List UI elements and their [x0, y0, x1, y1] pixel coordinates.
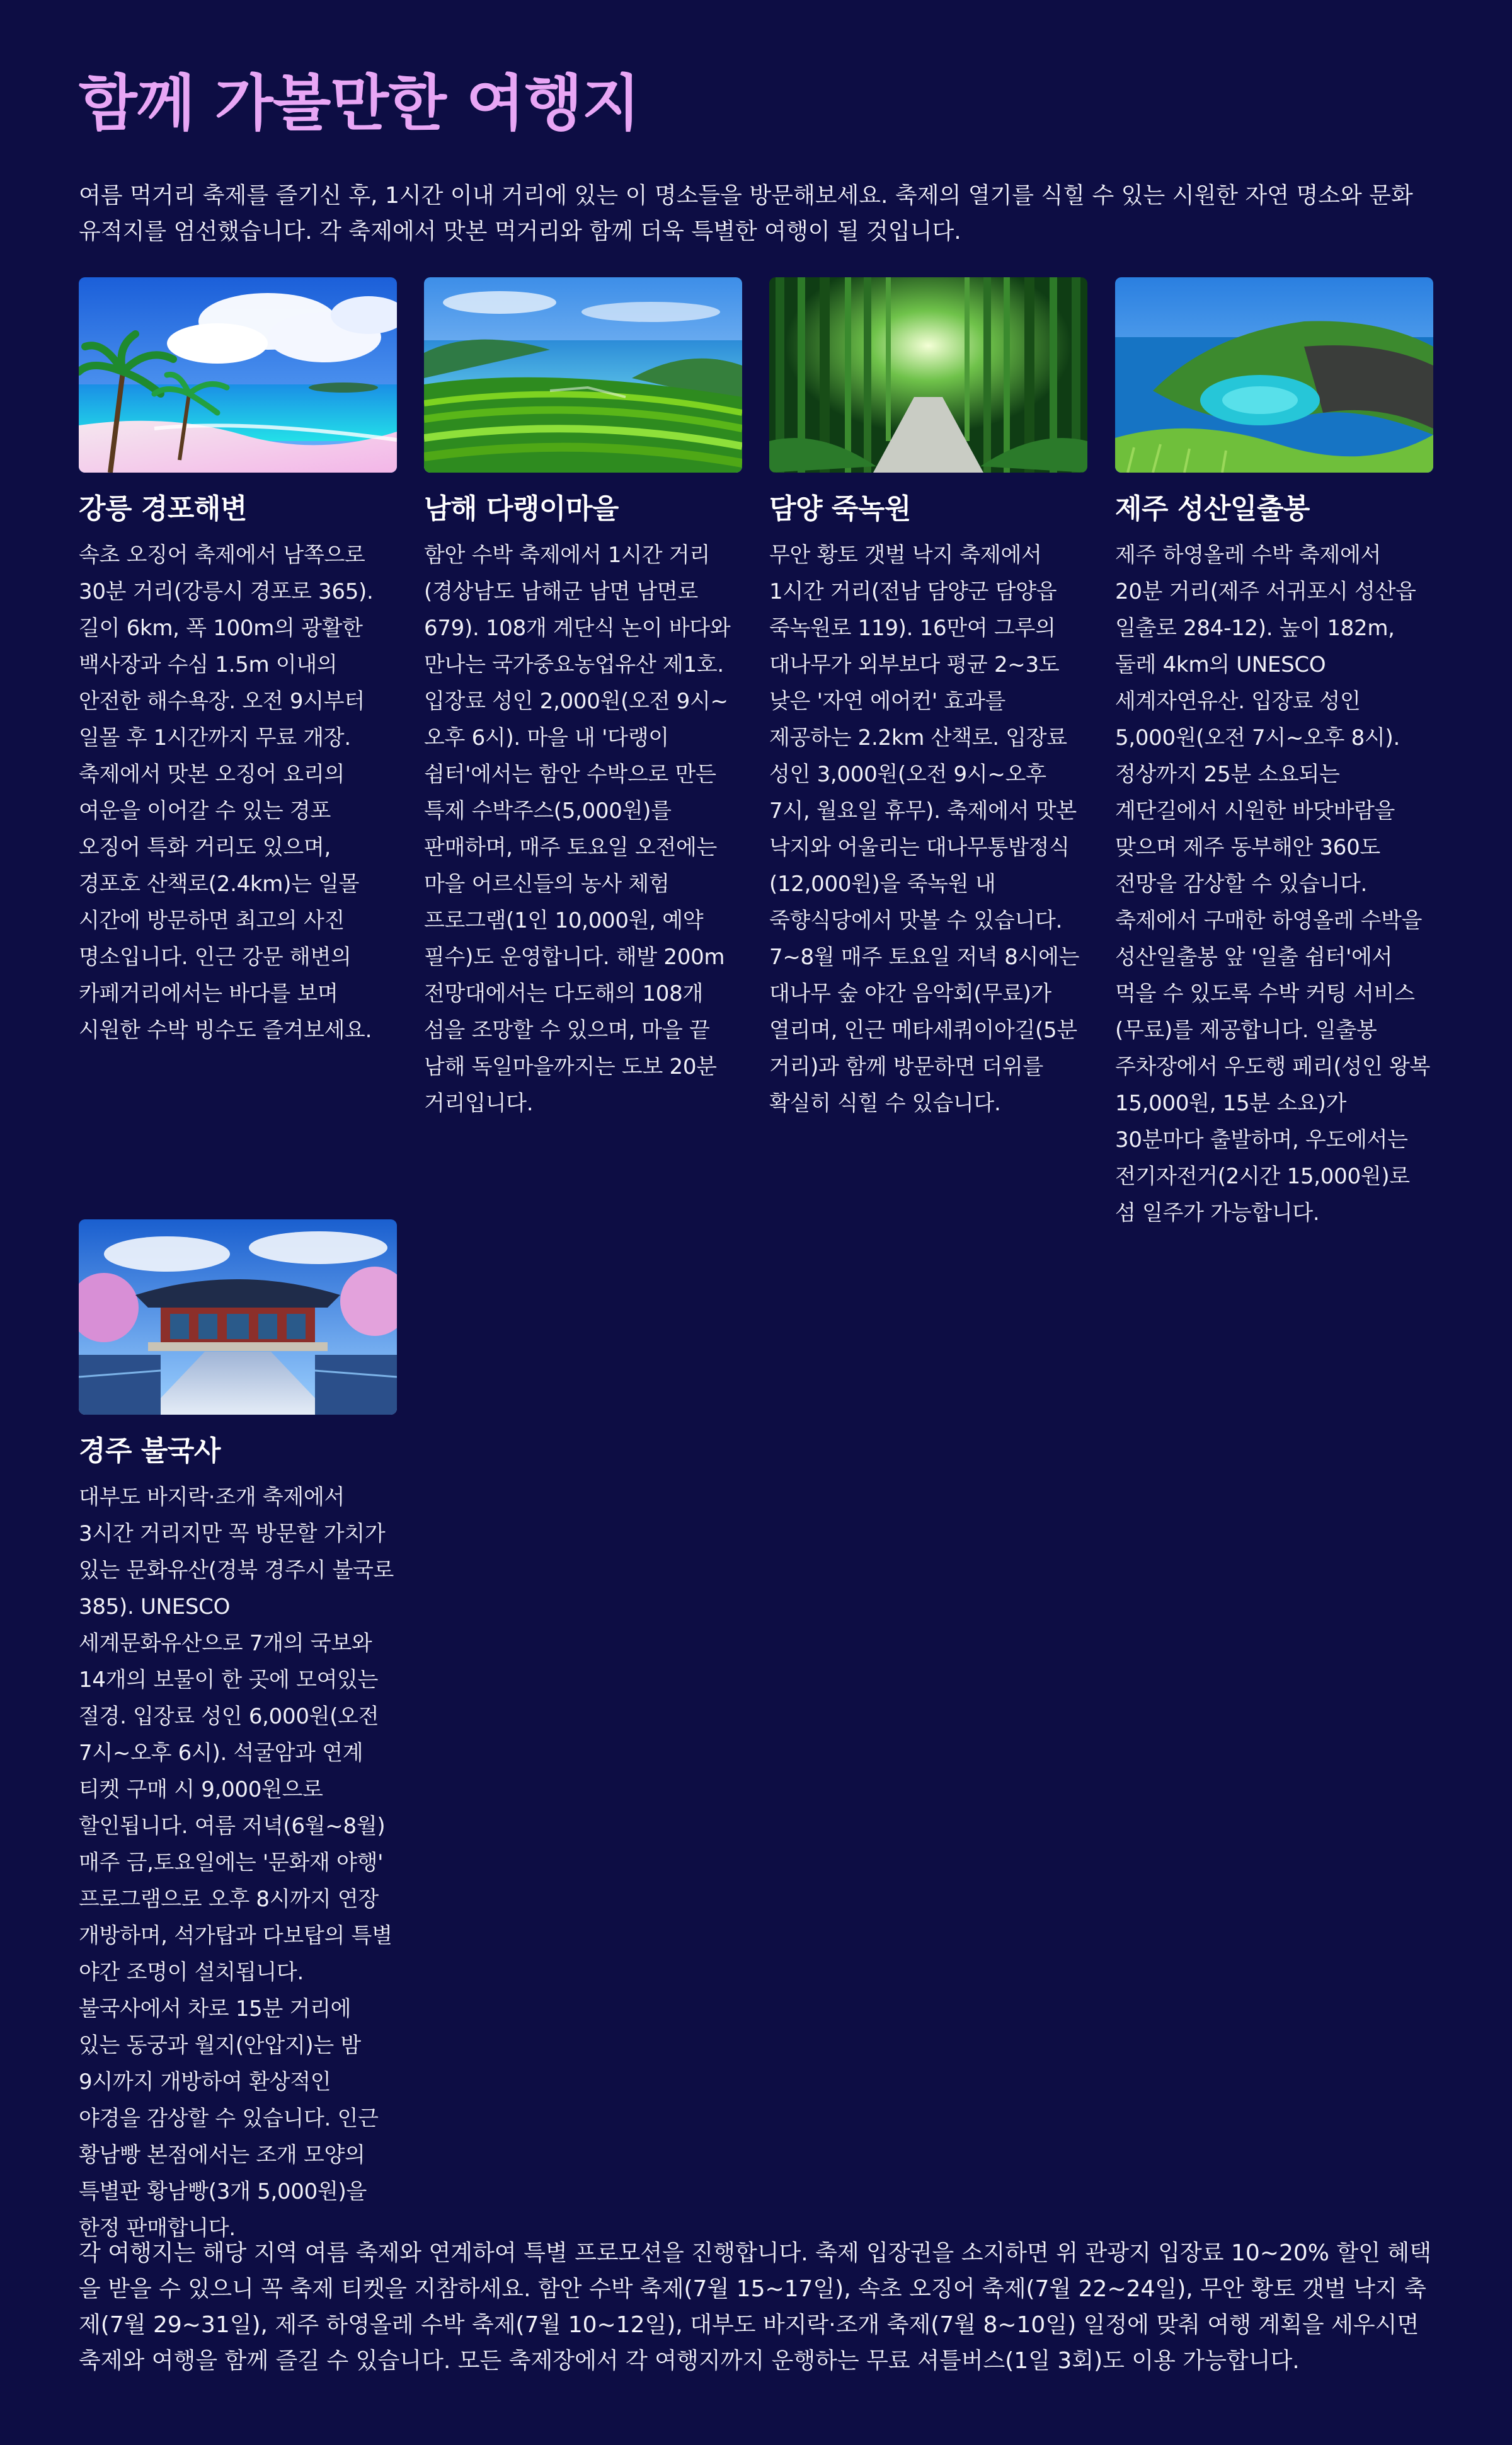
intro-paragraph: 여름 먹거리 축제를 즐기신 후, 1시간 이내 거리에 있는 이 명소들을 방문해보세요. 축제의 열기를 식힐 수 있는 시원한 자연 명소와 문화 유적지를 엄선했습니다. 각 축제에서 맛본 먹거리와 함께 더욱 특별한 여행이 될 것입니다. [79, 183, 1413, 244]
destination-card-darangi [424, 277, 742, 1122]
destination-card-gyeongpo [79, 277, 397, 1049]
destination-name: 강릉 경포해변 [79, 493, 247, 525]
destination-name: 남해 다랭이마을 [424, 493, 619, 525]
destination-card-seongsan [1115, 277, 1433, 1231]
bamboo-forest-image [769, 277, 1087, 473]
temple-image [79, 1219, 397, 1415]
destination-name: 담양 죽녹원 [769, 493, 911, 525]
terraced-fields-image [424, 277, 742, 473]
destination-name: 경주 불국사 [79, 1435, 220, 1467]
destination-description: 함안 수박 축제에서 1시간 거리(경상남도 남해군 남면 남면로 679). 108개 계단식 논이 바다와 만나는 국가중요농업유산 제1호. 입장료 성인 2,000원(오전 9시~오후 6시). 마을 내 '다랭이 쉼터'에서는 함안 수박으로 만든 특제 수박주스(5,000원)를 판매하며, 매주 토요일 오전에는 마을 어르신들의 농사 체험 프로그램(1인 10,000원, 예약 필수)도 운영합니다. 해발 200m 전망대에서는 다도해의 108개 섬을 조망할 수 있으며, 마을 끝 남해 독일마을까지는 도보 20분 거리입니다. [424, 543, 731, 1116]
destination-description: 대부도 바지락·조개 축제에서 3시간 거리지만 꼭 방문할 가치가 있는 문화유산(경북 경주시 불국로 385). UNESCO 세계문화유산으로 7개의 국보와 14개의 보물이 한 곳에 모여있는 절경. 입장료 성인 6,000원(오전 7시~오후 6시). 석굴암과 연계 티켓 구매 시 9,000원으로 할인됩니다. 여름 저녁(6월~8월) 매주 금,토요일에는 '문화재 야행' 프로그램으로 오후 8시까지 연장 개방하며, 석가탑과 다보탑의 특별 야간 조명이 설치됩니다. 불국사에서 차로 15분 거리에 있는 동궁과 월지(안압지)는 밤 9시까지 개방하여 환상적인 야경을 감상할 수 있습니다. 인근 황남빵 본점에서는 조개 모양의 특별판 황남빵(3개 5,000원)을 한정 판매합니다. [79, 1485, 394, 2241]
destination-card-bulguksa [79, 1219, 397, 2247]
footer-note: 각 여행지는 해당 지역 여름 축제와 연계하여 특별 프로모션을 진행합니다. 축제 입장권을 소지하면 위 관광지 입장료 10~20% 할인 혜택을 받을 수 있으니 꼭 축제 티켓을 지참하세요. 함안 수박 축제(7월 15~17일), 속초 오징어 축제(7월 22~24일), 무안 황토 갯벌 낙지 축제(7월 29~31일), 제주 하영올레 수박 축제(7월 10~12일), 대부도 바지락·조개 축제(7월 8~10일) 일정에 맞춰 여행 계획을 세우시면 축제와 여행을 함께 즐길 수 있습니다. 모든 축제장에서 각 여행지까지 운행하는 무료 셔틀버스(1일 3회)도 이용 가능합니다. [79, 2240, 1431, 2374]
destination-description: 무안 황토 갯벌 낙지 축제에서 1시간 거리(전남 담양군 담양읍 죽녹원로 119). 16만여 그루의 대나무가 외부보다 평균 2~3도 낮은 '자연 에어컨' 효과를 제공하는 2.2km 산책로. 입장료 성인 3,000원(오전 9시~오후 7시, 월요일 휴무). 축제에서 맛본 낙지와 어울리는 대나무통밥정식(12,000원)을 죽녹원 내 죽향식당에서 맛볼 수 있습니다. 7~8월 매주 토요일 저녁 8시에는 대나무 숲 야간 음악회(무료)가 열리며, 인근 메타세쿼이아길(5분 거리)과 함께 방문하면 더위를 확실히 식힐 수 있습니다. [769, 543, 1080, 1116]
page-title: 함께 가볼만한 여행지 [79, 68, 640, 139]
volcanic-crater-image [1115, 277, 1433, 473]
destination-description: 속초 오징어 축제에서 남쪽으로 30분 거리(강릉시 경포로 365). 길이 6km, 폭 100m의 광활한 백사장과 수심 1.5m 이내의 안전한 해수욕장. 오전 9시부터 일몰 후 1시간까지 무료 개장. 축제에서 맛본 오징어 요리의 여운을 이어갈 수 있는 경포 오징어 특화 거리도 있으며, 경포호 산책로(2.4km)는 일몰 시간에 방문하면 최고의 사진 명소입니다. 인근 강문 해변의 카페거리에서는 바다를 보며 시원한 수박 빙수도 즐겨보세요. [79, 543, 374, 1043]
beach-palm-image [79, 277, 397, 473]
destination-card-juknokwon [769, 277, 1087, 1122]
destination-description: 제주 하영올레 수박 축제에서 20분 거리(제주 서귀포시 성산읍 일출로 284-12). 높이 182m, 둘레 4km의 UNESCO 세계자연유산. 입장료 성인 5,000원(오전 7시~오후 8시). 정상까지 25분 소요되는 계단길에서 시원한 바닷바람을 맞으며 제주 동부해안 360도 전망을 감상할 수 있습니다. 축제에서 구매한 하영올레 수박을 성산일출봉 앞 '일출 쉼터'에서 먹을 수 있도록 수박 커팅 서비스(무료)를 제공합니다. 일출봉 주차장에서 우도행 페리(성인 왕복 15,000원, 15분 소요)가 30분마다 출발하며, 우도에서는 전기자전거(2시간 15,000원)로 섬 일주가 가능합니다. [1115, 543, 1431, 1226]
destination-name: 제주 성산일출봉 [1115, 493, 1310, 525]
